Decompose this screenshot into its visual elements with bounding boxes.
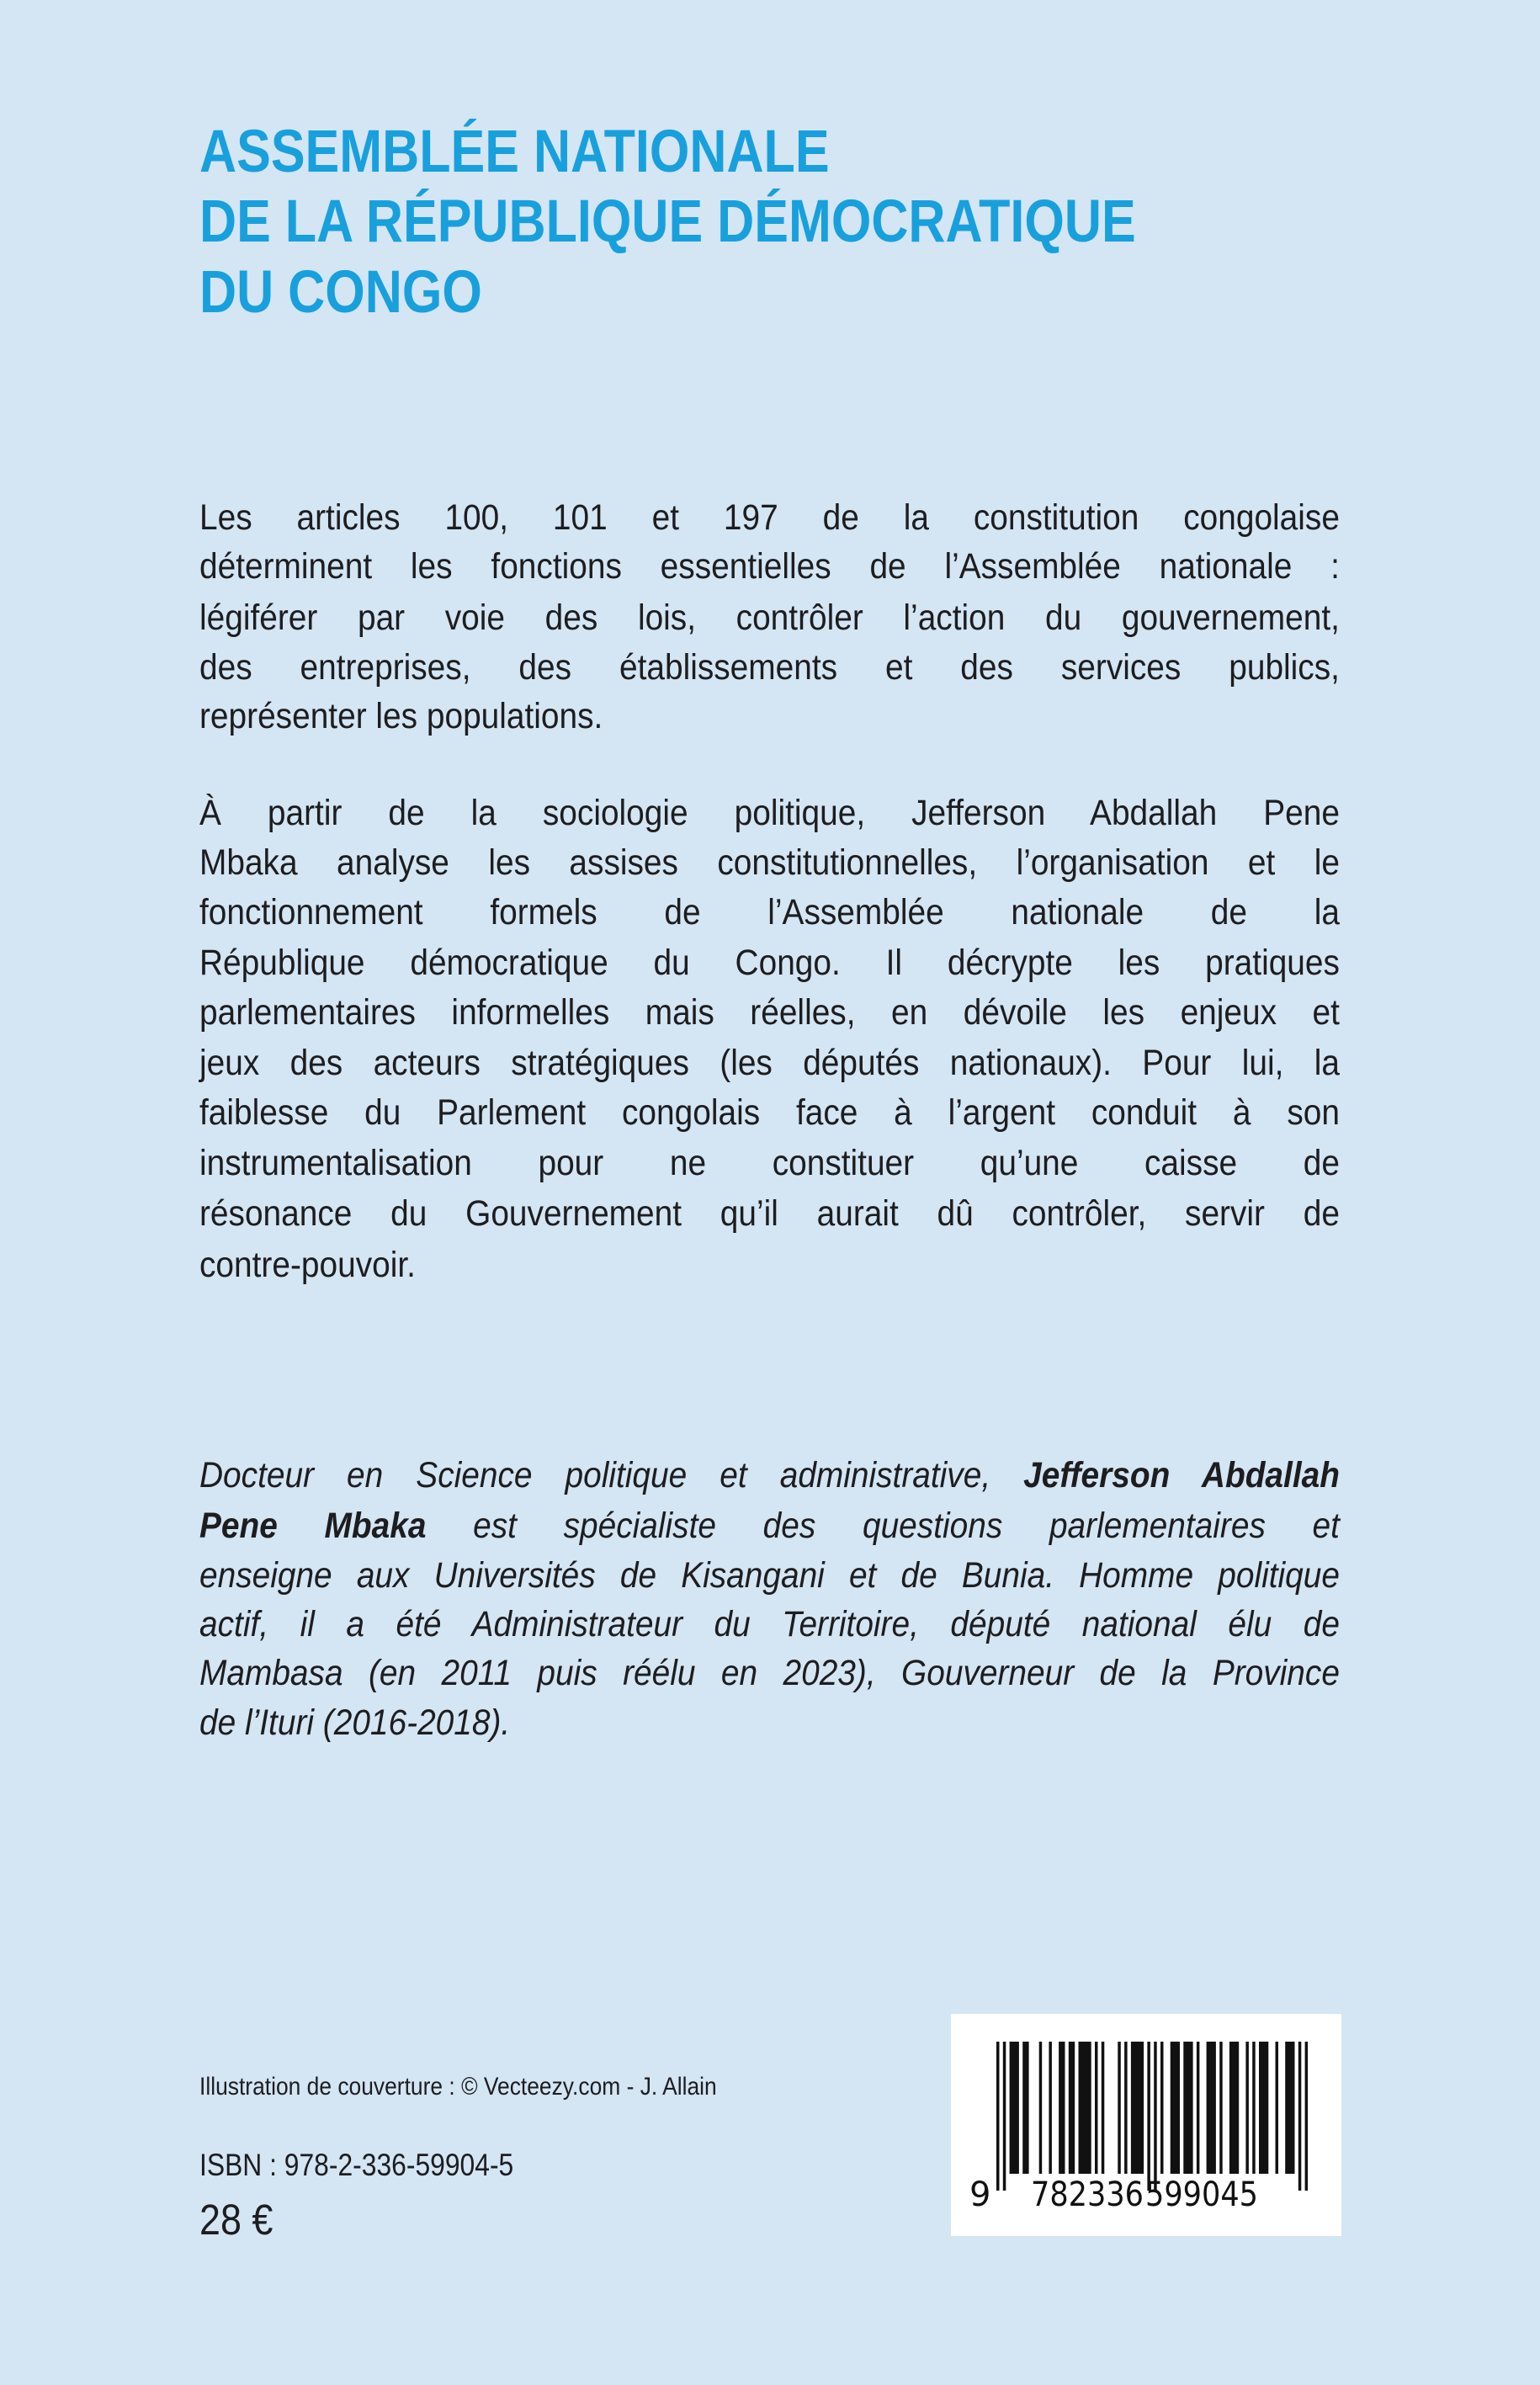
title-line-1: ASSEMBLÉE NATIONALE — [199, 119, 830, 185]
text-line: Docteur en Science politique et administrative, Jefferson Abdallah — [199, 1455, 1340, 1495]
text-line: Mbaka analyse les assises constitutionnelles, l’organisation et le — [199, 842, 1340, 883]
text-line: déterminent les fonctions essentielles de l’Assemblée nationale : — [199, 546, 1340, 587]
text-line: République démocratique du Congo. Il décrypte les pratiques — [199, 943, 1340, 983]
author-name: Pene Mbaka — [199, 1506, 427, 1546]
text-line: contre-pouvoir. — [199, 1245, 416, 1285]
text-line: enseigne aux Universités de Kisangani et de Bunia. Homme politique — [199, 1555, 1340, 1596]
text-line: actif, il a été Administrateur du Territoire, député national élu de — [199, 1604, 1340, 1644]
text-line: Les articles 100, 101 et 197 de la constitution congolaise — [199, 497, 1340, 538]
text-line: instrumentalisation pour ne constituer qu’une caisse de — [199, 1143, 1340, 1183]
text-line: parlementaires informelles mais réelles, en dévoile les enjeux et — [199, 992, 1340, 1033]
text-line: À partir de la sociologie politique, Jefferson Abdallah Pene — [199, 793, 1340, 833]
text-line: de l’Ituri (2016-2018). — [199, 1702, 511, 1743]
illustration-credit: Illustration de couverture : © Vecteezy.com - J. Allain — [199, 2073, 717, 2101]
text-line: Mambasa (en 2011 puis réélu en 2023), Gouverneur de la Province — [199, 1653, 1340, 1693]
text-line: Pene Mbaka est spécialiste des questions parlementaires et — [199, 1506, 1340, 1546]
barcode-icon — [951, 2014, 1341, 2236]
barcode — [951, 2014, 1341, 2236]
title-line-3: DU CONGO — [199, 259, 482, 326]
text-line: faiblesse du Parlement congolais face à l’argent conduit à son — [199, 1092, 1340, 1133]
barcode-digits-right: 599045 — [1145, 2175, 1258, 2214]
price: 28 € — [199, 2196, 273, 2244]
text-line: jeux des acteurs stratégiques (les députés nationaux). Pour lui, la — [199, 1043, 1340, 1083]
text-line: résonance du Gouvernement qu’il aurait dû contrôler, servir de — [199, 1193, 1340, 1234]
text-line: légiférer par voie des lois, contrôler l’action du gouvernement, — [199, 598, 1340, 638]
text-line: fonctionnement formels de l’Assemblée nationale de la — [199, 892, 1340, 932]
text-line: des entreprises, des établissements et des services publics, — [199, 647, 1340, 688]
barcode-digit-first: 9 — [969, 2175, 991, 2214]
text-line: représenter les populations. — [199, 696, 603, 736]
isbn: ISBN : 978-2-336-59904-5 — [199, 2148, 514, 2182]
author-name: Jefferson Abdallah — [1023, 1455, 1340, 1495]
barcode-digits-left: 782336 — [1031, 2175, 1144, 2214]
title-line-2: DE LA RÉPUBLIQUE DÉMOCRATIQUE — [199, 189, 1136, 255]
